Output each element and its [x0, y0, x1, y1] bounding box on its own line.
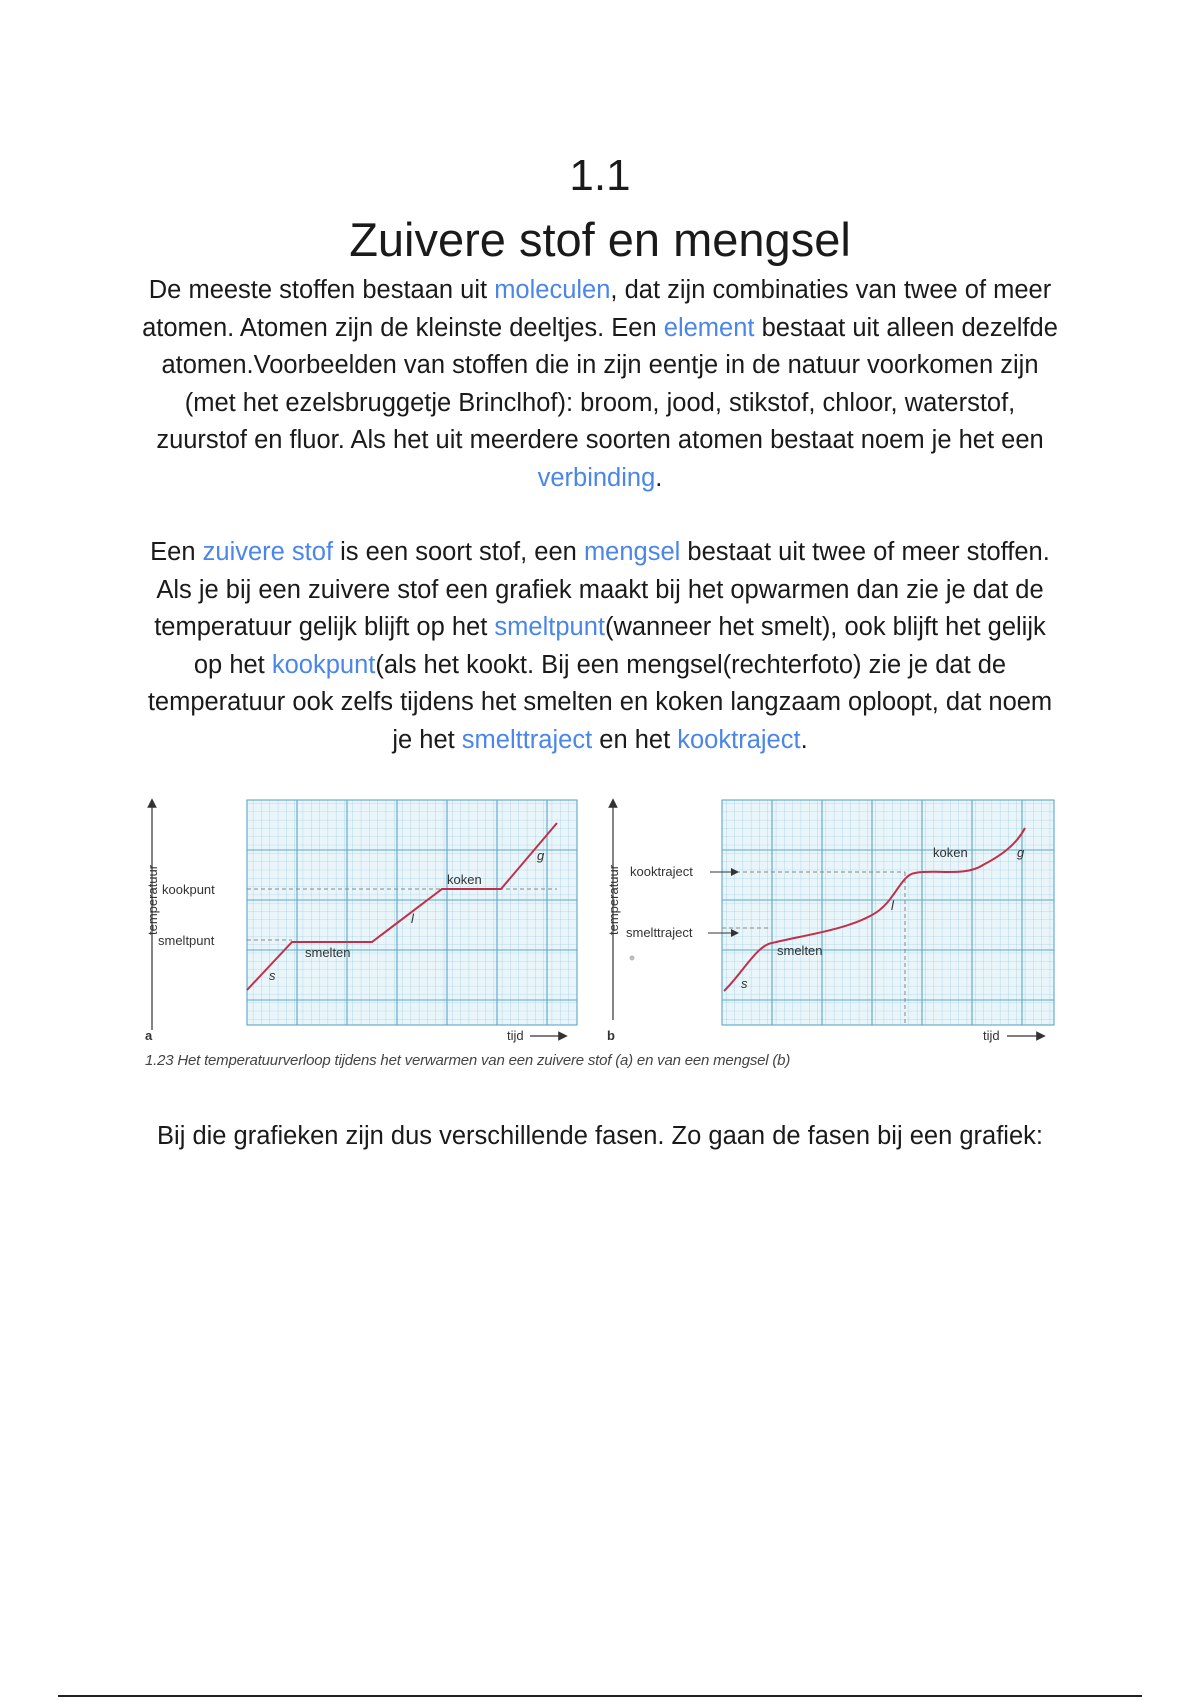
chart-a-panel-label: a	[145, 1028, 153, 1043]
figure-caption: 1.23 Het temperatuurverloop tijdens het verwarmen van een zuivere stof (a) en van een mengsel (b)	[145, 1052, 791, 1069]
chart-a-x-label: tijd	[507, 1028, 524, 1043]
chart-a-level-melting: smeltpunt	[158, 933, 215, 948]
key-term: mengsel	[583, 538, 681, 566]
paragraph-text: bestaat uit alleen dezelfde atomen.Voorbeelden van stoffen die in zijn eentje in de natuur voorkomen zijn (met het ezelsbruggetje Brinclhof): broom, jood, stikstof, chloor, waterstof, zuurstof en fluor. Als het uit meerdere soorten atomen bestaat noem je het een	[156, 313, 1058, 454]
chart-a	[145, 800, 577, 1043]
paragraph-text: (als het kookt. Bij een mengsel(rechterfoto) zie je dat de temperatuur ook zelfs tijdens het smelten en koken langzaam oploopt, dat noem je het	[147, 650, 1053, 754]
key-term: verbinding	[537, 463, 656, 492]
page-bottom-rule	[58, 1695, 1142, 1697]
chart-a-level-boiling: kookpunt	[162, 882, 215, 897]
key-term: smeltpunt	[494, 613, 605, 641]
heating-curves-image	[145, 795, 1065, 1050]
chart-b-y-label: temperatuur	[606, 864, 621, 935]
paragraph-text: (wanneer het smelt), ook blijft het gelijk op het	[193, 613, 1046, 679]
chart-b-phase-melting: smelten	[777, 943, 823, 958]
temperature-figure	[145, 795, 1065, 1080]
chart-a-phase-melting: smelten	[305, 945, 351, 960]
paragraph-text: is een soort stof, een	[333, 538, 584, 566]
key-term: kookpunt	[271, 650, 376, 679]
chart-a-segment-l: l	[411, 911, 414, 926]
key-term: zuivere stof	[202, 538, 334, 566]
paragraph-text: .	[800, 725, 808, 754]
paragraph-phases: Bij die grafieken zijn dus verschillende fasen. Zo gaan de fasen bij een grafiek:	[157, 1122, 1043, 1150]
paragraph-text: De meeste stoffen bestaan uit	[148, 276, 495, 304]
key-term: element	[663, 313, 755, 342]
key-term: kooktraject	[677, 725, 801, 754]
chart-b-range-boiling: kooktraject	[630, 864, 693, 879]
chart-a-y-label: temperatuur	[145, 864, 160, 935]
section-title: Zuivere stof en mengsel	[349, 213, 851, 266]
chart-b-segment-g: g	[1017, 845, 1025, 860]
paragraph-text: , dat zijn combinaties van twee of meer atomen. Atomen zijn de kleinste deeltjes. Een	[142, 276, 1052, 342]
chart-b-panel-label: b	[607, 1028, 615, 1043]
chart-b	[606, 800, 1054, 1043]
chart-b-x-label: tijd	[983, 1028, 1000, 1043]
chart-b-segment-l: l	[891, 898, 894, 913]
paragraph-text: bestaat uit twee of meer stoffen. Als je bij een zuivere stof een grafiek maakt bij het opwarmen dan zie je dat de temperatuur gelijk blijft op het	[154, 538, 1050, 641]
key-term: smelttraject	[461, 725, 593, 754]
chart-a-segment-s: s	[269, 968, 276, 983]
paragraph-text: .	[655, 463, 663, 492]
chart-a-segment-g: g	[537, 848, 545, 863]
section-number: 1.1	[569, 151, 631, 200]
paragraph-atoms	[140, 272, 1060, 497]
paragraph-text: Een	[150, 538, 203, 566]
chart-b-range-melting: smelttraject	[626, 925, 693, 940]
key-term: moleculen	[494, 276, 611, 304]
chart-a-phase-boiling: koken	[447, 872, 482, 887]
paragraph-pure-substance	[140, 534, 1060, 759]
paragraph-text: en het	[592, 725, 678, 754]
chart-b-phase-boiling: koken	[933, 845, 968, 860]
chart-b-segment-s: s	[741, 976, 748, 991]
